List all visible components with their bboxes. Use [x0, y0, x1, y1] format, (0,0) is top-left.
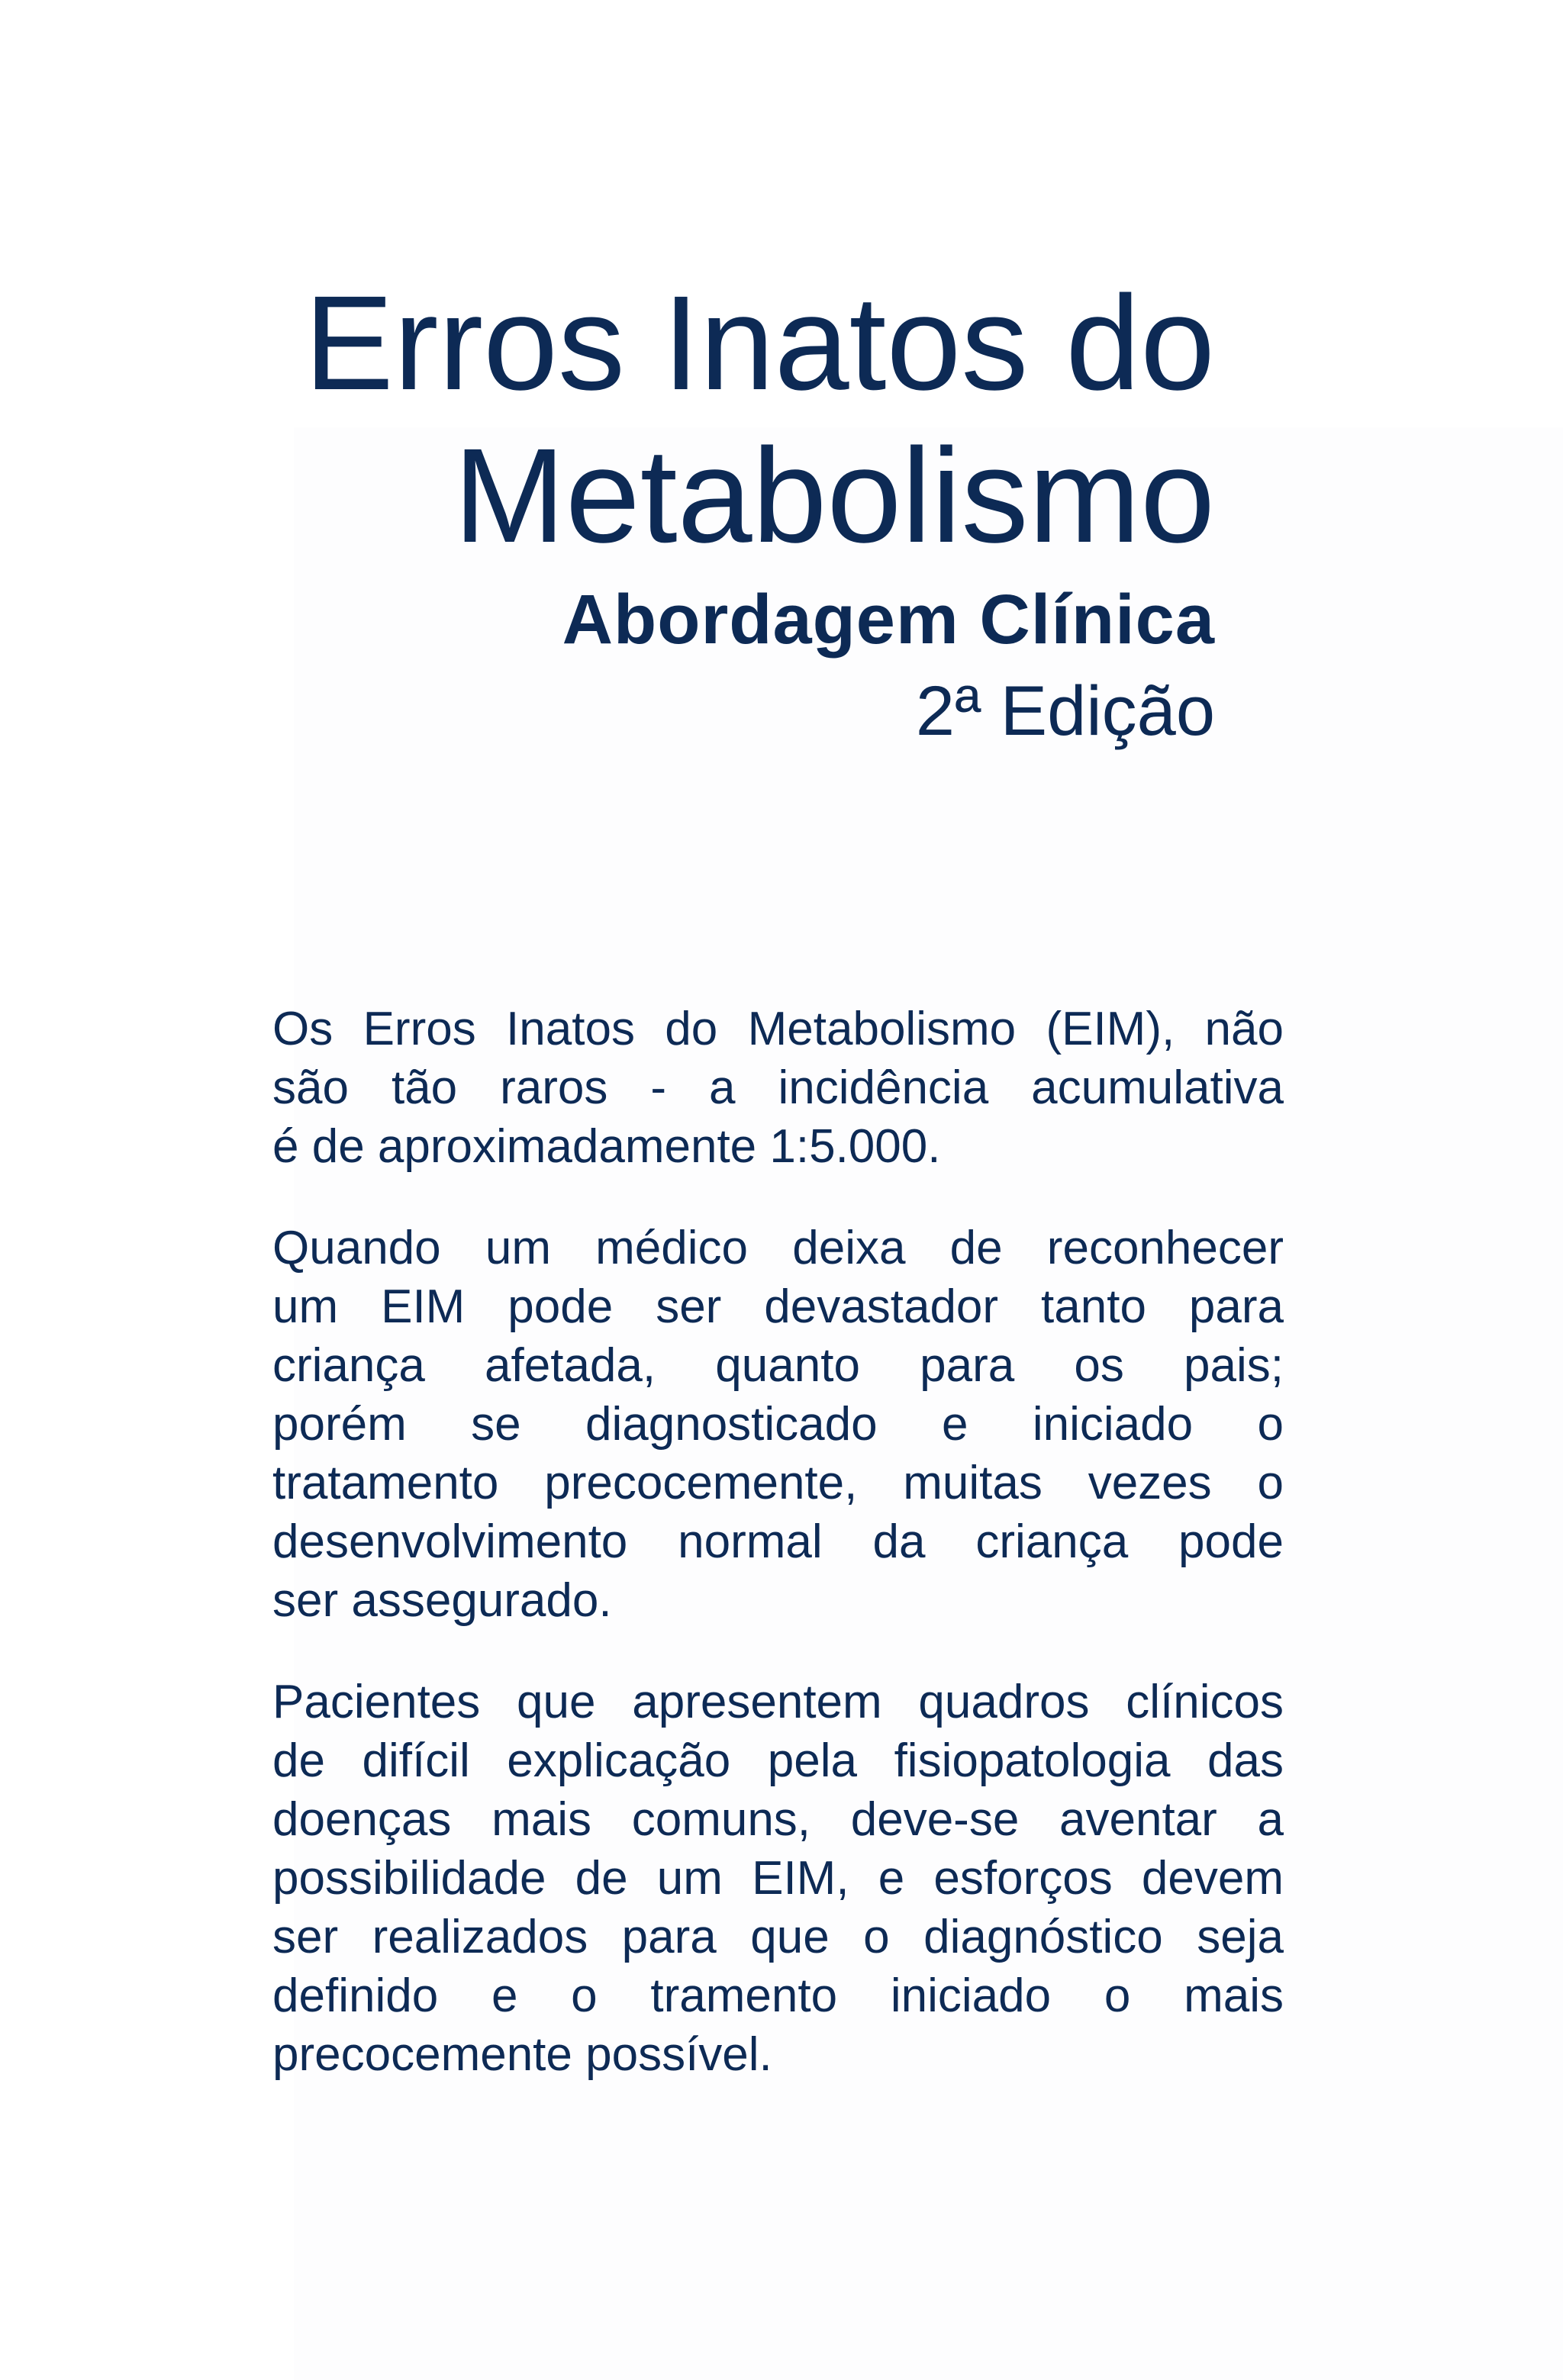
book-title-line-2: Metabolismo	[453, 421, 1215, 571]
text-line: tratamento precocemente, muitas vezes o	[272, 1457, 1284, 1509]
body-text	[272, 1000, 1284, 2127]
paragraph-incidence	[272, 1000, 1284, 1176]
text-line: de difícil explicação pela fisiopatologia das	[272, 1734, 1284, 1787]
text-line: possibilidade de um EIM, e esforços devem	[272, 1852, 1284, 1905]
text-line: Pacientes que apresentem quadros clínicos	[272, 1676, 1284, 1728]
text-line: Os Erros Inatos do Metabolismo (EIM), não	[272, 1003, 1284, 1055]
text-line: definido e o tramento iniciado o mais	[272, 1969, 1284, 2022]
text-line: ser assegurado.	[272, 1574, 612, 1627]
text-line: precocemente possível.	[272, 2028, 772, 2081]
book-subtitle: Abordagem Clínica	[562, 581, 1215, 659]
book-title-line-1: Erros Inatos do	[304, 269, 1215, 418]
text-line: um EIM pode ser devastador tanto para	[272, 1280, 1284, 1333]
paragraph-recognition	[272, 1219, 1284, 1630]
text-line: desenvolvimento normal da criança pode	[272, 1515, 1284, 1568]
text-line: doenças mais comuns, deve-se aventar a	[272, 1793, 1284, 1846]
text-line: é de aproximadamente 1:5.000.	[272, 1120, 941, 1173]
text-line: ser realizados para que o diagnóstico seja	[272, 1911, 1284, 1963]
book-edition: 2ª Edição	[915, 672, 1215, 750]
paragraph-diagnosis	[272, 1673, 1284, 2084]
text-line: Quando um médico deixa de reconhecer	[272, 1222, 1284, 1274]
title-block	[252, 267, 1215, 757]
text-line: criança afetada, quanto para os pais;	[272, 1339, 1284, 1392]
text-line: porém se diagnosticado e iniciado o	[272, 1398, 1284, 1451]
text-line: são tão raros - a incidência acumulativa	[272, 1061, 1284, 1114]
